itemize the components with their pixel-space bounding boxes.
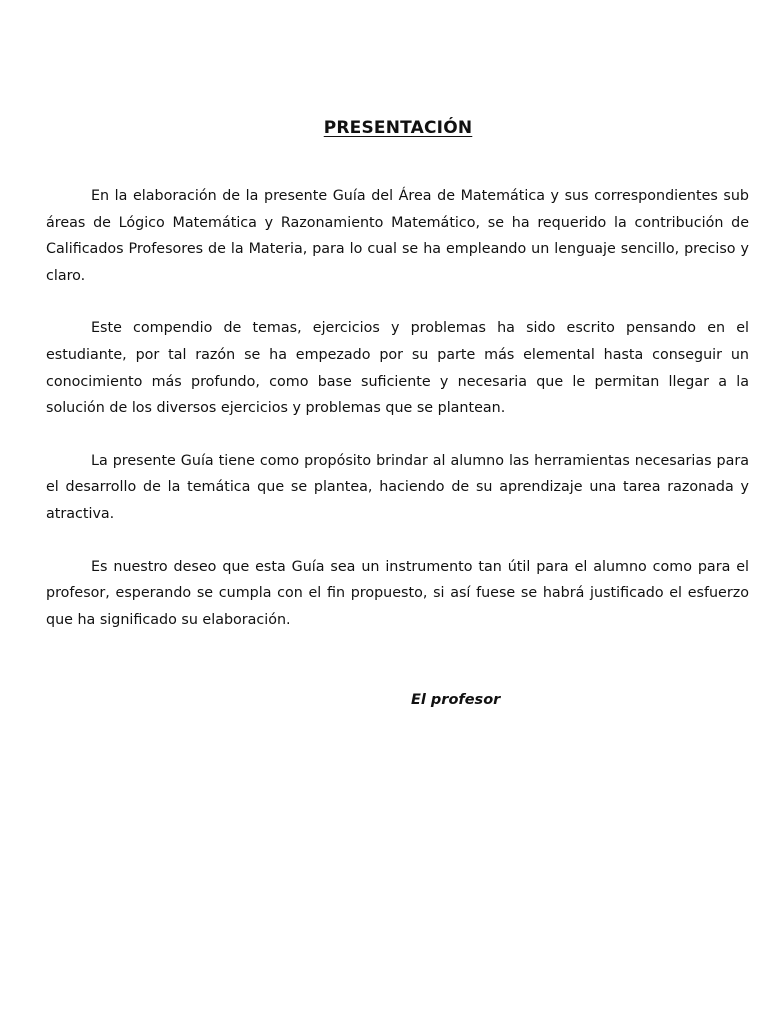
document-body bbox=[46, 183, 749, 659]
page-title: PRESENTACIÓN bbox=[323, 118, 473, 138]
paragraph-2: Este compendio de temas, ejercicios y problemas ha sido escrito pensando en el estudiante, por tal razón se ha empezado por su parte más elemental hasta conseguir un conocimiento más profundo, como base suficiente y necesaria que le permitan llegar a la solución de los diversos ejercicios y problemas que se plantean. bbox=[46, 320, 749, 417]
paragraph-4: Es nuestro deseo que esta Guía sea un instrumento tan útil para el alumno como para el profesor, esperando se cumpla con el fin propuesto, si así fuese se habrá justificado el esfuerzo que ha significado su elaboración. bbox=[46, 558, 749, 628]
paragraph-3: La presente Guía tiene como propósito brindar al alumno las herramientas necesarias para el desarrollo de la temática que se plantea, haciendo de su aprendizaje una tarea razonada y atractiva. bbox=[46, 452, 749, 522]
signature: El profesor bbox=[411, 692, 501, 708]
paragraph-1: En la elaboración de la presente Guía del Área de Matemática y sus correspondientes sub áreas de Lógico Matemática y Razonamiento Matemático, se ha requerido la contribución de Calificados Profesores de la Materia, para lo cual se ha empleando un lenguaje sencillo, preciso y claro. bbox=[46, 188, 749, 284]
